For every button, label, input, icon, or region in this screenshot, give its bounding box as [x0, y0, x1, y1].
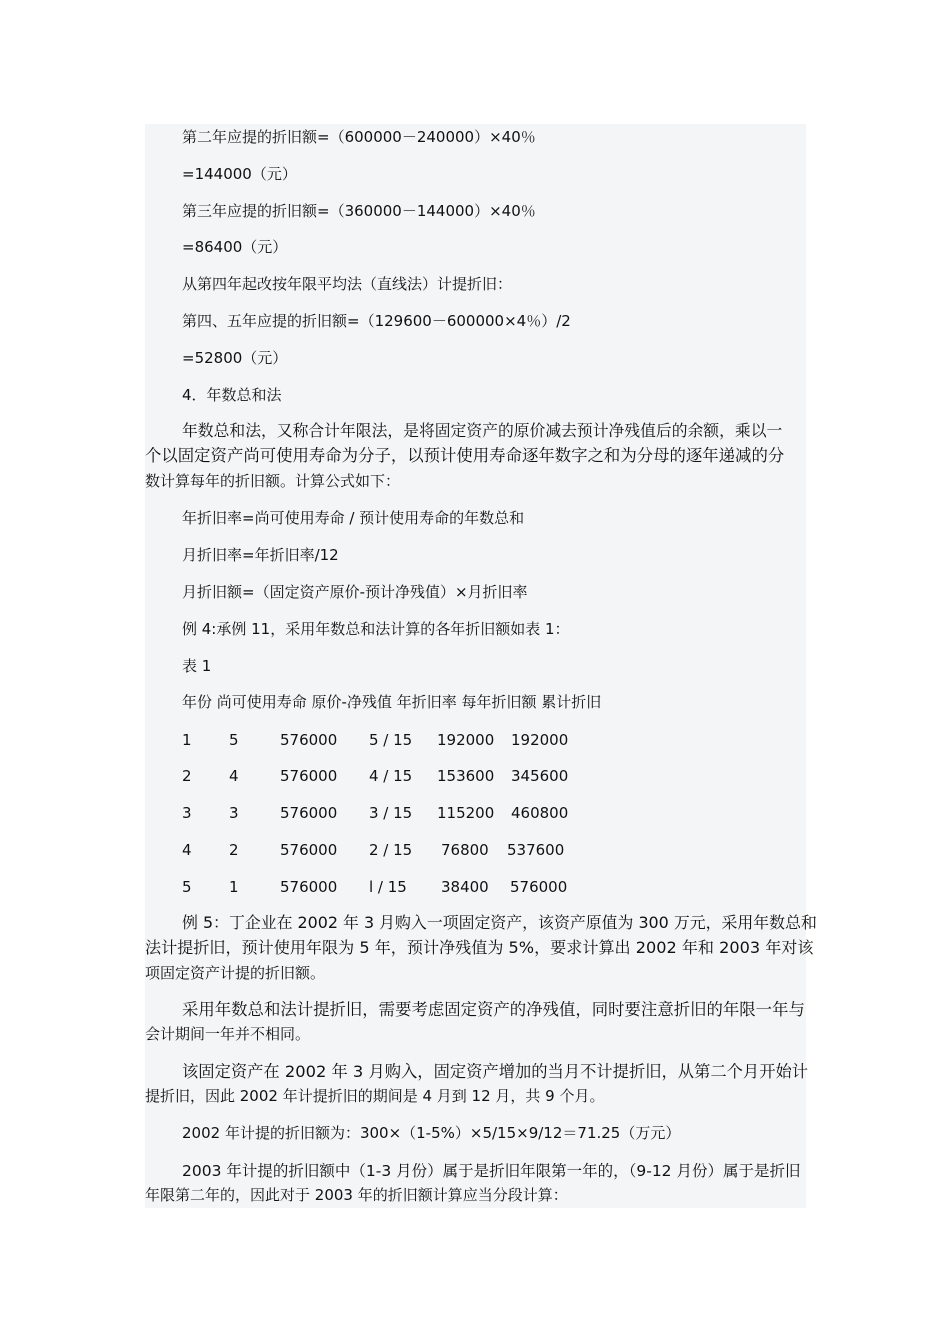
table-cell: 1 — [229, 878, 239, 896]
table-cell: l / 15 — [369, 878, 407, 896]
text-line: =144000（元） — [182, 165, 297, 183]
text-line: 2003 年计提的折旧额中（1-3 月份）属于是折旧年限第一年的，（9-12 月份）属于是折旧 — [182, 1162, 801, 1180]
table-caption: 表 1 — [182, 657, 212, 675]
table-cell: 460800 — [511, 804, 569, 822]
section-heading: 4．年数总和法 — [182, 386, 282, 404]
table-cell: 4 — [182, 841, 192, 859]
table-cell: 5 — [229, 731, 239, 749]
table-cell: 3 — [182, 804, 192, 822]
text-line: 该固定资产在 2002 年 3 月购入，固定资产增加的当月不计提折旧，从第二个月开始计 — [182, 1062, 809, 1081]
formula-line: 2002 年计提的折旧额为：300×（1-5%）×5/15×9/12＝71.25（万元） — [182, 1124, 681, 1142]
text-line: 从第四年起改按年限平均法（直线法）计提折旧： — [182, 275, 513, 293]
table-cell: 3 / 15 — [369, 804, 413, 822]
table-cell: 192000 — [437, 731, 495, 749]
table-cell: 3 — [229, 804, 239, 822]
table-cell: 76800 — [441, 841, 489, 859]
formula-line: 月折旧额=（固定资产原价-预计净残值）×月折旧率 — [182, 583, 528, 601]
text-line: 个以固定资产尚可使用寿命为分子，以预计使用寿命逐年数字之和为分母的逐年递减的分 — [145, 446, 785, 465]
table-cell: 4 / 15 — [369, 767, 413, 785]
text-line: 数计算每年的折旧额。计算公式如下： — [145, 472, 401, 490]
table-cell: 1 — [182, 731, 192, 749]
table-cell: 2 — [229, 841, 239, 859]
text-line: 第二年应提的折旧额=（600000－240000）×40％ — [182, 128, 536, 146]
table-cell: 5 / 15 — [369, 731, 413, 749]
table-cell: 153600 — [437, 767, 495, 785]
table-cell: 576000 — [280, 731, 338, 749]
text-line: 项固定资产计提的折旧额。 — [145, 964, 326, 982]
text-line: 年数总和法，又称合计年限法，是将固定资产的原价减去预计净残值后的余额，乘以一 — [182, 421, 783, 440]
formula-line: 月折旧率=年折旧率/12 — [182, 546, 339, 564]
table-cell: 192000 — [511, 731, 569, 749]
text-line: 例 5：丁企业在 2002 年 3 月购入一项固定资产，该资产原值为 300 万元，采用年数总和 — [182, 913, 817, 932]
table-header: 年份 尚可使用寿命 原价-净残值 年折旧率 每年折旧额 累计折旧 — [182, 693, 602, 711]
table-cell: 4 — [229, 767, 239, 785]
table-cell: 576000 — [280, 841, 338, 859]
text-line: 提折旧，因此 2002 年计提折旧的期间是 4 月到 12 月，共 9 个月。 — [145, 1087, 605, 1105]
text-line: 法计提折旧，预计使用年限为 5 年，预计净残值为 5%，要求计算出 2002 年和 2003 年对该 — [145, 938, 814, 957]
table-cell: 345600 — [511, 767, 569, 785]
table-cell: 38400 — [441, 878, 489, 896]
text-line: 第四、五年应提的折旧额=（129600－600000×4％）/2 — [182, 312, 571, 330]
text-line: =86400（元） — [182, 238, 288, 256]
text-line: 采用年数总和法计提折旧，需要考虑固定资产的净残值，同时要注意折旧的年限一年与 — [182, 1000, 805, 1019]
text-line: =52800（元） — [182, 349, 288, 367]
text-line: 年限第二年的，因此对于 2003 年的折旧额计算应当分段计算： — [145, 1186, 568, 1204]
text-line: 例 4:承例 11，采用年数总和法计算的各年折旧额如表 1： — [182, 620, 570, 638]
text-line: 第三年应提的折旧额=（360000－144000）×40％ — [182, 202, 536, 220]
table-cell: 576000 — [510, 878, 568, 896]
table-cell: 115200 — [437, 804, 495, 822]
table-cell: 2 / 15 — [369, 841, 413, 859]
table-cell: 5 — [182, 878, 192, 896]
table-cell: 576000 — [280, 878, 338, 896]
table-cell: 576000 — [280, 767, 338, 785]
table-cell: 2 — [182, 767, 192, 785]
formula-line: 年折旧率=尚可使用寿命 / 预计使用寿命的年数总和 — [182, 509, 525, 527]
table-cell: 537600 — [507, 841, 565, 859]
table-cell: 576000 — [280, 804, 338, 822]
text-line: 会计期间一年并不相同。 — [145, 1025, 311, 1043]
